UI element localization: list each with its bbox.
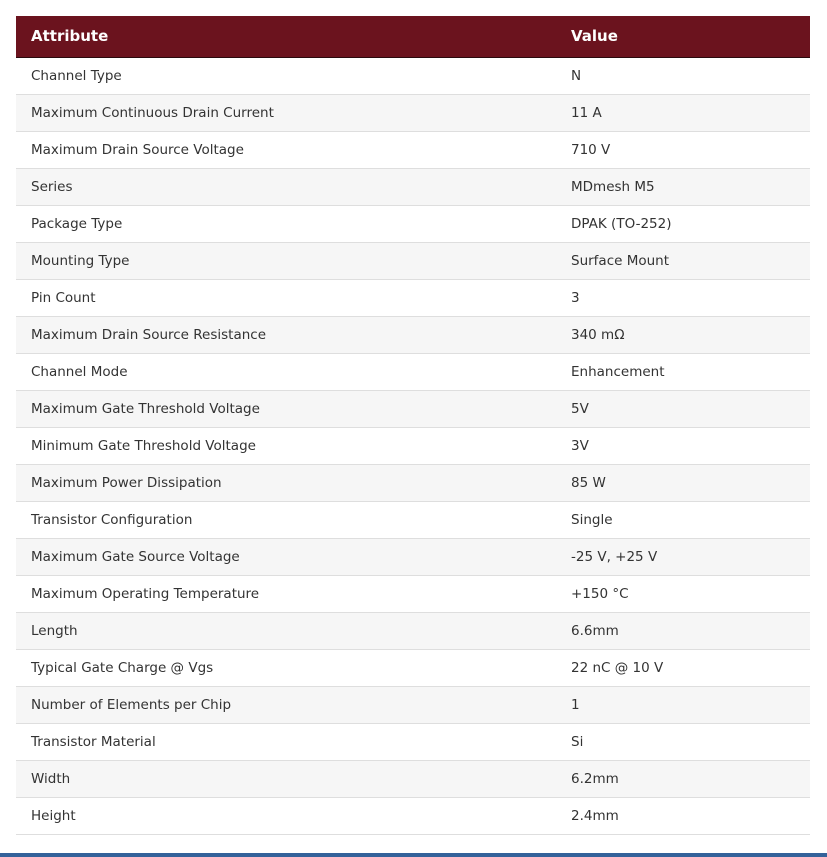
value-cell: Single: [555, 501, 810, 538]
table-header: [16, 16, 810, 57]
table-row: [16, 501, 810, 538]
table-row: [16, 205, 810, 242]
attribute-cell: Maximum Operating Temperature: [16, 575, 555, 612]
value-cell: 85 W: [555, 464, 810, 501]
value-cell: 2.4mm: [555, 797, 810, 834]
attribute-cell: Length: [16, 612, 555, 649]
value-cell: 710 V: [555, 131, 810, 168]
table-row: [16, 390, 810, 427]
value-cell: 340 mΩ: [555, 316, 810, 353]
value-cell: Surface Mount: [555, 242, 810, 279]
table-row: [16, 316, 810, 353]
attribute-cell: Maximum Gate Source Voltage: [16, 538, 555, 575]
table-row: [16, 575, 810, 612]
attribute-cell: Maximum Drain Source Voltage: [16, 131, 555, 168]
specifications-table: [16, 16, 810, 835]
value-cell: Si: [555, 723, 810, 760]
bottom-accent-bar: [0, 853, 827, 857]
header-row: [16, 16, 810, 57]
attribute-cell: Transistor Material: [16, 723, 555, 760]
value-cell: MDmesh M5: [555, 168, 810, 205]
table-row: [16, 612, 810, 649]
table-row: [16, 94, 810, 131]
attribute-cell: Maximum Drain Source Resistance: [16, 316, 555, 353]
value-column-header: Value: [555, 16, 810, 57]
attribute-cell: Height: [16, 797, 555, 834]
value-cell: 11 A: [555, 94, 810, 131]
attribute-cell: Typical Gate Charge @ Vgs: [16, 649, 555, 686]
value-cell: 3V: [555, 427, 810, 464]
table-row: [16, 427, 810, 464]
attribute-column-header: Attribute: [16, 16, 555, 57]
attribute-cell: Maximum Power Dissipation: [16, 464, 555, 501]
attribute-cell: Width: [16, 760, 555, 797]
attribute-cell: Channel Type: [16, 57, 555, 94]
table-row: [16, 649, 810, 686]
table-row: [16, 168, 810, 205]
attribute-cell: Mounting Type: [16, 242, 555, 279]
value-cell: DPAK (TO-252): [555, 205, 810, 242]
value-cell: N: [555, 57, 810, 94]
table-row: [16, 242, 810, 279]
attribute-cell: Series: [16, 168, 555, 205]
table-row: [16, 538, 810, 575]
table-row: [16, 464, 810, 501]
value-cell: 1: [555, 686, 810, 723]
attribute-cell: Number of Elements per Chip: [16, 686, 555, 723]
table-row: [16, 797, 810, 834]
table-body: [16, 57, 810, 834]
value-cell: 3: [555, 279, 810, 316]
value-cell: 22 nC @ 10 V: [555, 649, 810, 686]
table-row: [16, 57, 810, 94]
table-row: [16, 353, 810, 390]
value-cell: Enhancement: [555, 353, 810, 390]
table-row: [16, 686, 810, 723]
table-row: [16, 131, 810, 168]
value-cell: 5V: [555, 390, 810, 427]
table-row: [16, 760, 810, 797]
attribute-cell: Channel Mode: [16, 353, 555, 390]
table-row: [16, 279, 810, 316]
attribute-cell: Maximum Gate Threshold Voltage: [16, 390, 555, 427]
attribute-cell: Package Type: [16, 205, 555, 242]
value-cell: -25 V, +25 V: [555, 538, 810, 575]
value-cell: 6.6mm: [555, 612, 810, 649]
attribute-cell: Transistor Configuration: [16, 501, 555, 538]
attribute-cell: Maximum Continuous Drain Current: [16, 94, 555, 131]
attribute-cell: Pin Count: [16, 279, 555, 316]
value-cell: 6.2mm: [555, 760, 810, 797]
value-cell: +150 °C: [555, 575, 810, 612]
attribute-cell: Minimum Gate Threshold Voltage: [16, 427, 555, 464]
table-row: [16, 723, 810, 760]
